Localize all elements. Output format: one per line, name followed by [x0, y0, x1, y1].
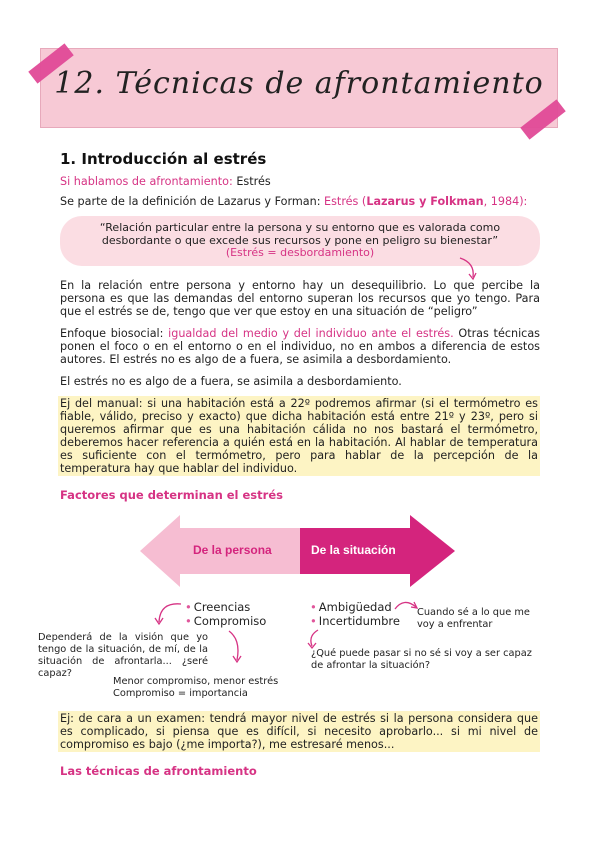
factors-arrow-diagram: [140, 513, 460, 589]
bullet-creencias: • Creencias: [185, 600, 251, 614]
definition-authors: Lazarus y Folkman: [366, 195, 484, 208]
factor-situacion-label: De la situación: [311, 543, 396, 557]
exam-example: Ej: de cara a un examen: tendrá mayor nivel de estrés si la persona considera que es complicado, si piensa que es difícil, si necesito aprobarlo... si mi nivel de compromiso es bajo (¿me importa?), me estresaré menos...: [60, 712, 538, 751]
example-highlight: Ej del manual: si una habitación está a 22º podremos afirmar (si el termómetro es fiable, válido, preciso y exacto) que dicha habitación está entre 21º y 23º, pero si queremos afirmar que es una habitación cálida no nos bastará el termómetro, deberemos hacer referencia a quién está en la habitación. Al hablar de temperatura es suficiente con el termómetro, pero para hablar de la percepción de la temperatura hay que hablar del individuo.: [60, 397, 538, 475]
intro-line: [60, 175, 271, 188]
bullet-text: Compromiso: [193, 614, 267, 628]
section-heading: 1. Introducción al estrés: [60, 150, 267, 168]
definition-year: , 1984):: [483, 195, 528, 208]
curved-arrow-icon: [145, 598, 185, 628]
quote-line: desbordante o que excede sus recursos y pone en peligro su bienestar”: [101, 233, 499, 247]
bullet-text: Creencias: [193, 600, 251, 614]
afrontamiento-label: Si hablamos de afrontamiento:: [60, 175, 233, 188]
definition-quote: [70, 222, 530, 260]
curved-arrow-icon: [300, 628, 330, 650]
note-compromiso-2: Compromiso = importancia: [113, 688, 248, 699]
factor-persona-label: De la persona: [193, 543, 272, 557]
note-ambiguedad: Cuando sé a lo que me voy a enfrentar: [417, 607, 530, 630]
biosocial-highlight: igualdad del medio y del individuo ante el estrés.: [168, 327, 454, 340]
bullet-incertidumbre: • Incertidumbre: [310, 614, 400, 628]
definition-estres: Estrés (: [324, 195, 367, 208]
page-title: 12. Técnicas de afrontamiento: [54, 66, 544, 101]
curved-arrow-icon: [225, 628, 250, 668]
bullet-text: Ambigüedad: [318, 600, 392, 614]
paragraph-desbordamiento: El estrés no es algo de a fuera, se asimila a desbordamiento.: [60, 375, 402, 388]
quote-line: “Relación particular entre la persona y su entorno que es valorada como: [99, 221, 501, 234]
note-vision: Dependerá de la visión que yo tengo de la situación, de mí, de la situación de afrontarla... ¿seré capaz?: [38, 632, 208, 679]
bullet-ambiguedad: • Ambigüedad: [310, 600, 392, 614]
curved-arrow-icon: [392, 597, 420, 617]
biosocial-text: Otras técnicas ponen el foco o en el entorno o en el individuo, no en ambos a diferencia de estos autores. El estrés no es algo de a fuera, se asimila a desbordamiento.: [60, 327, 541, 366]
paragraph-desequilibrio: En la relación entre persona y entorno hay un desequilibrio. Lo que percibe la persona es que las demandas del entorno superan los recursos que yo tengo. Para que el estrés se de, tengo que ver que estoy en una situación de “peligro”: [60, 279, 540, 318]
bullet-compromiso: • Compromiso: [185, 614, 267, 628]
note-incertidumbre: ¿Qué puede pasar si no sé si voy a ser capaz de afrontar la situación?: [311, 648, 532, 671]
factors-heading: Factores que determinan el estrés: [60, 488, 283, 502]
definition-line: [60, 195, 527, 208]
bullet-text: Incertidumbre: [318, 614, 400, 628]
paragraph-biosocial: [60, 327, 540, 366]
definition-text: Se parte de la definición de Lazarus y Forman:: [60, 195, 325, 208]
note-compromiso-1: Menor compromiso, menor estrés: [113, 676, 279, 687]
techniques-heading: Las técnicas de afrontamiento: [60, 764, 257, 778]
biosocial-label: Enfoque biosocial:: [60, 327, 169, 340]
quote-equation: (Estrés = desbordamiento): [225, 246, 375, 259]
afrontamiento-value: Estrés: [232, 175, 271, 188]
